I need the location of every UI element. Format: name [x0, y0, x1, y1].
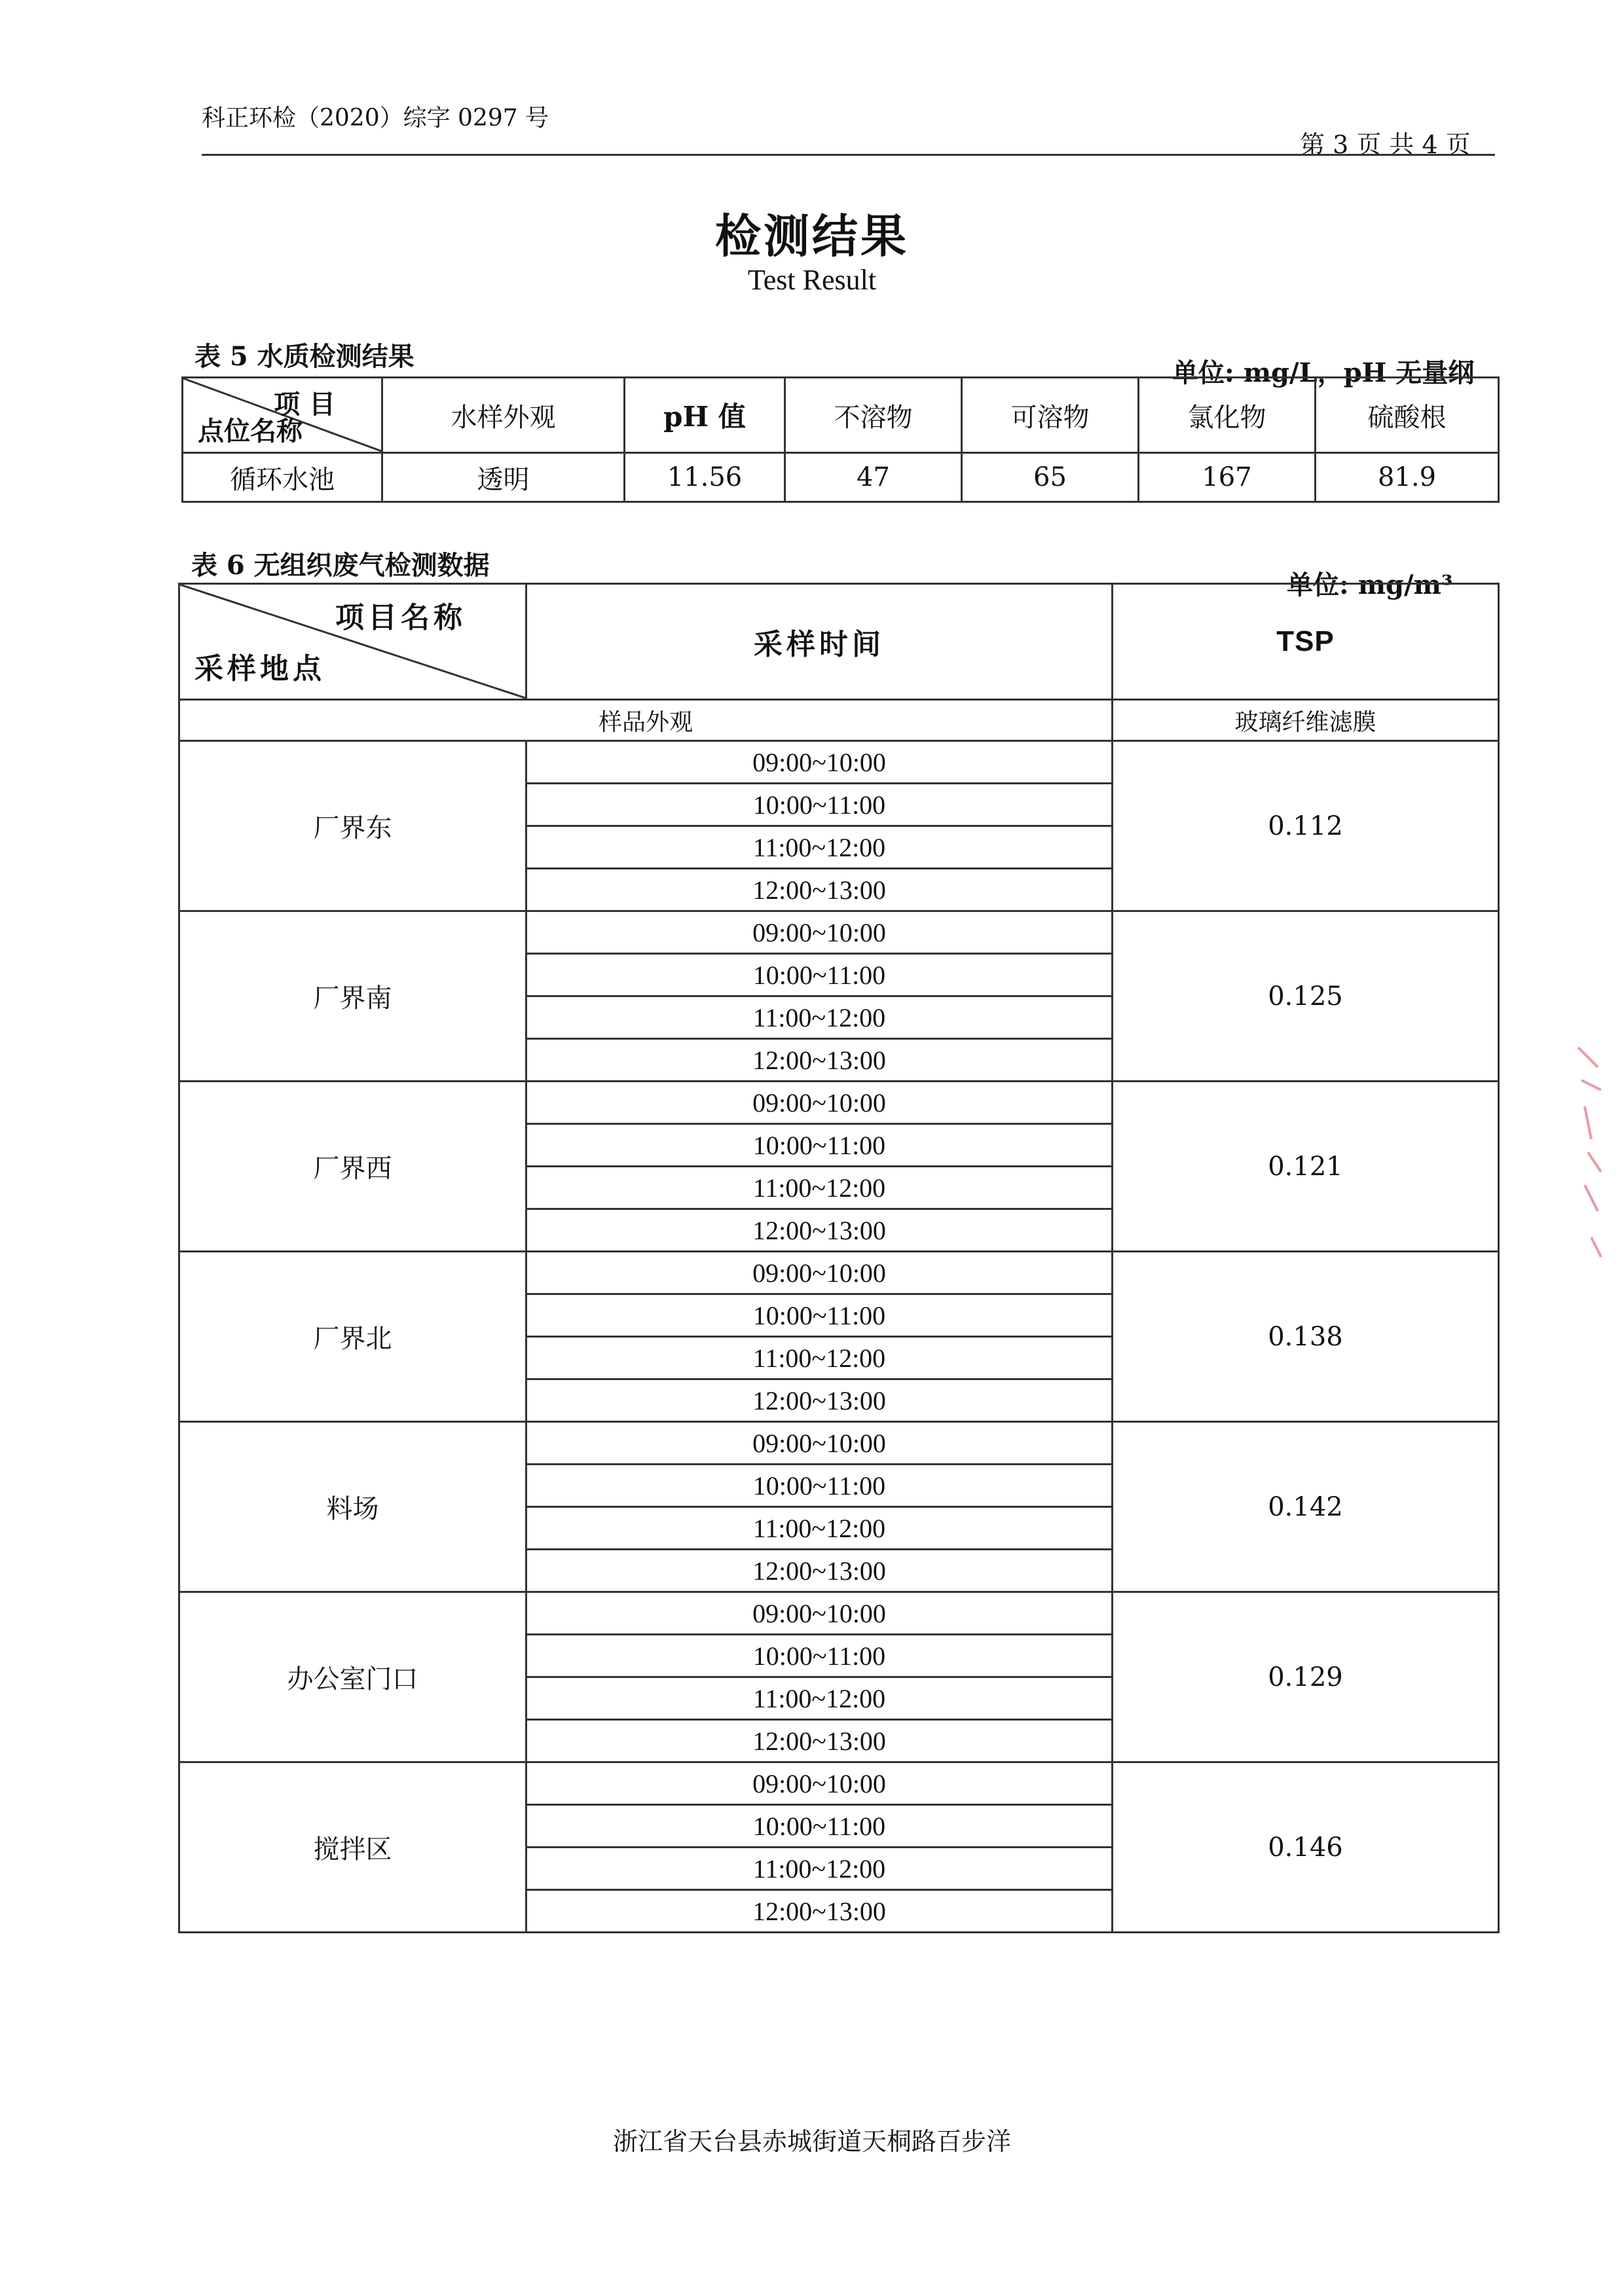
site-name: 厂界北 — [179, 1252, 526, 1422]
site-name: 料场 — [179, 1422, 526, 1592]
diag-top-label: 项 目 — [274, 389, 335, 420]
table6-diagonal-header — [179, 584, 526, 700]
sampling-time: 10:00~11:00 — [526, 1465, 1113, 1507]
sampling-time: 11:00~12:00 — [526, 1677, 1113, 1720]
sample-appearance-value: 玻璃纤维滤膜 — [1113, 700, 1499, 741]
col-header: 可溶物 — [962, 378, 1139, 453]
seal-stamp-fragment — [1572, 1041, 1611, 1264]
col-header: 氯化物 — [1139, 378, 1316, 453]
table-row — [183, 453, 1499, 502]
site-name: 厂界南 — [179, 911, 526, 1082]
report-number: 科正环检（2020）综字 0297 号 — [202, 105, 549, 132]
cell-value: 65 — [962, 453, 1139, 502]
sampling-time: 10:00~11:00 — [526, 954, 1113, 996]
site-name: 办公室门口 — [179, 1592, 526, 1762]
table-row — [179, 741, 1499, 784]
tsp-value: 0.121 — [1113, 1082, 1499, 1252]
sampling-time: 09:00~10:00 — [526, 1762, 1113, 1805]
col-header-tsp: TSP — [1113, 584, 1499, 700]
sampling-time: 09:00~10:00 — [526, 1422, 1113, 1465]
sampling-time: 11:00~12:00 — [526, 1337, 1113, 1379]
sampling-time: 09:00~10:00 — [526, 911, 1113, 954]
sampling-time: 09:00~10:00 — [526, 1252, 1113, 1294]
sampling-time: 12:00~13:00 — [526, 1720, 1113, 1762]
col-header: 不溶物 — [785, 378, 962, 453]
table-row — [179, 1082, 1499, 1124]
sampling-time: 12:00~13:00 — [526, 1039, 1113, 1082]
cell-value: 47 — [785, 453, 962, 502]
sampling-time: 10:00~11:00 — [526, 1294, 1113, 1337]
sampling-time: 09:00~10:00 — [526, 1082, 1113, 1124]
sampling-time: 10:00~11:00 — [526, 1124, 1113, 1167]
sampling-time: 12:00~13:00 — [526, 1209, 1113, 1252]
sample-appearance-label: 样品外观 — [179, 700, 1113, 741]
sampling-time: 12:00~13:00 — [526, 869, 1113, 911]
table-row — [179, 911, 1499, 954]
sampling-time: 10:00~11:00 — [526, 1805, 1113, 1848]
sampling-time: 11:00~12:00 — [526, 1848, 1113, 1890]
col-header: 水样外观 — [382, 378, 625, 453]
table-row — [179, 1592, 1499, 1635]
sampling-time: 10:00~11:00 — [526, 784, 1113, 826]
fugitive-emission-table — [178, 583, 1500, 1933]
tsp-value: 0.142 — [1113, 1422, 1499, 1592]
tsp-value: 0.125 — [1113, 911, 1499, 1082]
tsp-value: 0.129 — [1113, 1592, 1499, 1762]
diag-bottom-label: 采样地点 — [194, 652, 325, 685]
page-title: 检测结果 — [715, 209, 909, 263]
footer-address: 浙江省天台县赤城街道天桐路百步洋 — [612, 2127, 1011, 2156]
table6-unit: 单位: mg/m³ — [1287, 570, 1453, 600]
sampling-time: 12:00~13:00 — [526, 1890, 1113, 1933]
water-quality-table — [181, 376, 1500, 503]
sampling-time: 09:00~10:00 — [526, 741, 1113, 784]
table-row — [179, 1422, 1499, 1465]
sampling-time: 11:00~12:00 — [526, 996, 1113, 1039]
sampling-time: 09:00~10:00 — [526, 1592, 1113, 1635]
site-name: 厂界西 — [179, 1082, 526, 1252]
sampling-time: 12:00~13:00 — [526, 1379, 1113, 1422]
tsp-value: 0.146 — [1113, 1762, 1499, 1933]
sampling-time: 12:00~13:00 — [526, 1550, 1113, 1592]
cell-value: 167 — [1139, 453, 1316, 502]
tsp-value: 0.138 — [1113, 1252, 1499, 1422]
col-header-sampling-time: 采样时间 — [526, 584, 1113, 700]
diag-bottom-label: 点位名称 — [198, 416, 303, 446]
tsp-value: 0.112 — [1113, 741, 1499, 911]
cell-value: 透明 — [382, 453, 625, 502]
table-row — [179, 1252, 1499, 1294]
cell-value: 81.9 — [1316, 453, 1499, 502]
site-name: 搅拌区 — [179, 1762, 526, 1933]
col-header: 硫酸根 — [1316, 378, 1499, 453]
header-rule — [202, 154, 1495, 156]
sampling-time: 11:00~12:00 — [526, 826, 1113, 869]
sampling-time: 11:00~12:00 — [526, 1167, 1113, 1209]
site-name: 循环水池 — [183, 453, 382, 502]
diag-top-label: 项目名称 — [335, 601, 466, 634]
table-row — [179, 1762, 1499, 1805]
site-name: 厂界东 — [179, 741, 526, 911]
cell-value: 11.56 — [625, 453, 785, 502]
page-subtitle: Test Result — [747, 264, 877, 296]
col-header: pH 值 — [625, 378, 785, 453]
sampling-time: 10:00~11:00 — [526, 1635, 1113, 1677]
table5-unit: 单位: mg/L，pH 无量纲 — [1172, 357, 1475, 388]
page-info: 第 3 页 共 4 页 — [1300, 130, 1471, 159]
sampling-time: 11:00~12:00 — [526, 1507, 1113, 1550]
table5-diagonal-header — [183, 378, 382, 453]
table5-caption: 表 5 水质检测结果 — [194, 341, 415, 372]
table6-caption: 表 6 无组织废气检测数据 — [191, 550, 490, 581]
